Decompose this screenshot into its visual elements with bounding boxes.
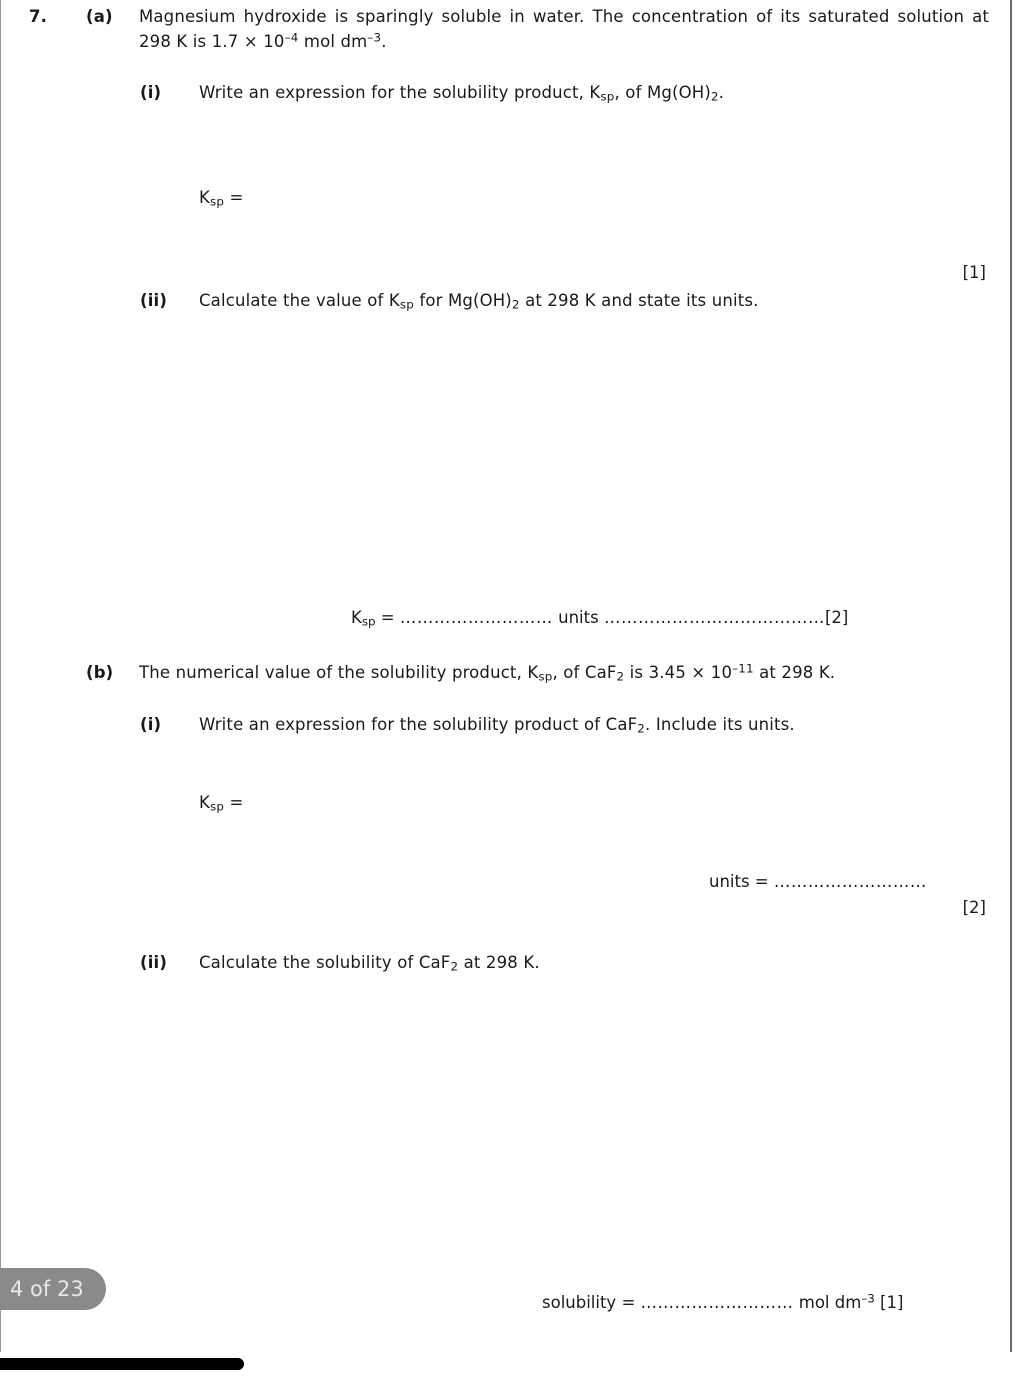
part-a-ii-answer-line: [351, 608, 848, 627]
part-b-stem-c: is 3.45 × 10: [624, 663, 733, 682]
part-a-i-ksp-symbol: K: [199, 188, 210, 207]
part-b-ii-answer-dots[interactable]: ………………………: [640, 1293, 794, 1312]
part-a-i-label: (i): [140, 83, 162, 102]
part-a-i-sub-sp: sp: [600, 89, 615, 104]
part-a-ii-marks: [2]: [824, 608, 849, 627]
part-b-i-units-dots[interactable]: ………………………: [773, 872, 927, 891]
part-a-ii-label: (ii): [140, 291, 168, 310]
part-a-stem-line2-b: mol dm: [298, 32, 368, 51]
part-b-i-ksp-subscript: sp: [210, 799, 225, 814]
part-b-stem-d: at 298 K.: [753, 663, 836, 682]
part-a-i-text-b: , of Mg(OH): [614, 83, 711, 102]
part-b-i-marks: [2]: [962, 898, 986, 917]
part-a-i-text: [199, 80, 999, 105]
part-b-ii-text-b: at 298 K.: [458, 953, 540, 972]
page-indicator: 4 of 23: [0, 1268, 106, 1310]
question-number: [29, 4, 73, 29]
part-a-ii-answer-dots[interactable]: ………………………: [399, 608, 553, 627]
part-b-i-text-b: . Include its units.: [645, 715, 795, 734]
part-b-ii-answer-units: mol dm: [793, 1293, 862, 1312]
part-b-stem: [139, 660, 989, 685]
part-b-i-units-line: [709, 872, 927, 891]
part-b-i-sub-2: 2: [637, 721, 646, 736]
part-b-ii-text-a: Calculate the solubility of CaF: [199, 953, 451, 972]
part-a-ii-units-dots[interactable]: …………………………………: [603, 608, 825, 627]
part-b-ii-marks: [1]: [874, 1293, 904, 1312]
part-a-stem: [139, 4, 989, 54]
part-b-sub-2: 2: [616, 669, 625, 684]
part-b-sub-sp: sp: [538, 669, 553, 684]
part-b-i-text-a: Write an expression for the solubility product of CaF: [199, 715, 638, 734]
part-b-ii-label: (ii): [140, 953, 168, 972]
part-b-i-ksp-symbol: K: [199, 793, 210, 812]
part-a-ii-text-a: Calculate the value of K: [199, 291, 400, 310]
part-a-i-ksp-equals: =: [224, 188, 244, 207]
part-b-ii-answer-line: [542, 1293, 903, 1312]
part-a-stem-exp1: –4: [284, 30, 299, 45]
part-b-i-label: (i): [140, 715, 162, 734]
part-a-i-text-c: .: [718, 83, 725, 102]
part-b-i-text: [199, 712, 999, 737]
part-a-ii-ksp-subscript: sp: [361, 614, 376, 629]
part-a-label: (a): [86, 7, 113, 26]
part-b-ii-solubility-label: solubility =: [542, 1293, 641, 1312]
part-b-i-ksp-equals: =: [224, 793, 244, 812]
part-a-ii-ksp-equals: =: [375, 608, 400, 627]
part-b-i-units-label: units =: [709, 872, 774, 891]
part-a-i-sub-2: 2: [710, 89, 719, 104]
part-a-ii-text-c: at 298 K and state its units.: [519, 291, 759, 310]
question-number-text: 7.: [29, 7, 48, 26]
part-a-ii-sub-2: 2: [511, 297, 520, 312]
home-indicator-bar: [0, 1358, 244, 1370]
part-b-stem-a: The numerical value of the solubility product, K: [139, 663, 539, 682]
part-a-ii-units-label: units: [552, 608, 604, 627]
part-b-ii-sub-2: 2: [450, 959, 459, 974]
part-a-ii-sub-sp: sp: [399, 297, 414, 312]
part-b-label: (b): [86, 663, 114, 682]
part-a-i-answer-prompt: [199, 185, 243, 210]
part-a-i-text-a: Write an expression for the solubility product, K: [199, 83, 601, 102]
part-a-stem-line2-c: .: [381, 32, 387, 51]
part-a-ii-text-b: for Mg(OH): [413, 291, 512, 310]
part-a-i-ksp-subscript: sp: [210, 194, 225, 209]
part-a-stem-line2-a: solution at 298 K is 1.7 × 10: [139, 7, 989, 51]
part-a-stem-line1: Magnesium hydroxide is sparingly soluble in water. The concentration of its saturated: [139, 7, 890, 26]
part-b-stem-exponent: –11: [732, 661, 754, 676]
part-b-ii-answer-units-exp: –3: [861, 1291, 875, 1306]
part-a-ii-ksp-symbol: K: [351, 608, 362, 627]
part-b-i-answer-prompt: [199, 790, 243, 815]
part-a-i-marks: [1]: [962, 263, 986, 282]
part-a-ii-text: [199, 288, 999, 313]
part-a-stem-exp2: –3: [367, 30, 382, 45]
part-b-stem-b: , of CaF: [552, 663, 617, 682]
part-b-ii-text: [199, 950, 999, 975]
